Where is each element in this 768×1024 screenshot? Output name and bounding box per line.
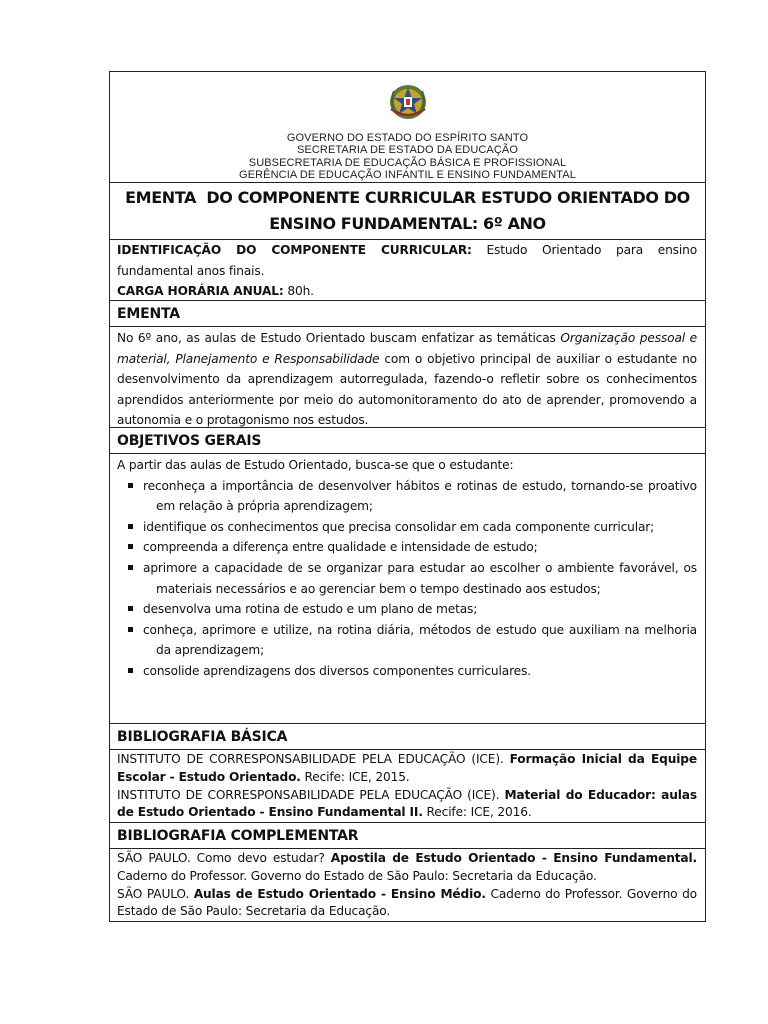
objectives-list [117,476,697,682]
complementary-bibliography-cell [110,849,705,921]
document-title [110,183,705,240]
identification-text [117,240,697,281]
title-line-2: ENSINO FUNDAMENTAL: 6º ANO [269,214,546,233]
objectives-intro: A partir das aulas de Estudo Orientado, busca-se que o estudante: [117,458,514,472]
hours-text [117,281,697,302]
complementary-bibliography-heading: BIBLIOGRAFIA COMPLEMENTAR [110,823,705,849]
hours-label: CARGA HORÁRIA ANUAL: [117,284,284,298]
agency-line-2: SECRETARIA DE ESTADO DA EDUCAÇÃO [296,144,518,157]
basic-bibliography-heading: BIBLIOGRAFIA BÁSICA [110,724,705,750]
objective-item: conheça, aprimore e utilize, na rotina diária, métodos de estudo que auxiliam na melhoria da aprendizagem; [117,620,697,661]
square-bullet-icon [128,627,133,632]
objective-item: desenvolva uma rotina de estudo e um plano de metas; [117,599,697,620]
title-line-1: EMENTA DO COMPONENTE CURRICULAR ESTUDO ORIENTADO DO [125,188,690,207]
curriculum-document [109,71,706,922]
objectives-heading: OBJETIVOS GERAIS [110,428,705,454]
ementa-text-end: com o objetivo principal de auxiliar o estudante no desenvolvimento da aprendizagem autorregulada, fazendo-o refletir sobre os conhecimentos aprendidos anteriormente por meio do automonitoramento do ato de aprender, promovendo a autonomia e o protagonismo nos estudos. [117,351,697,427]
agency-line-4: GERÊNCIA DE EDUCAÇÃO INFANTIL E ENSINO FUNDAMENTAL [239,168,576,181]
document-header [110,72,705,183]
ementa-text-italic: Organização pessoal e material, Planejamento e Responsabilidade [117,331,697,366]
bibliography-entry: SÃO PAULO. Aulas de Estudo Orientado - Ensino Médio. Caderno do Professor. Governo do Estado de São Paulo: Secretaria da Educação. [117,886,697,919]
hours-value: 80h. [283,284,314,298]
objective-item: consolide aprendizagens dos diversos componentes curriculares. [117,661,697,682]
ementa-heading: EMENTA [110,301,705,327]
coat-of-arms-icon [386,81,430,121]
objective-item: aprimore a capacidade de se organizar para estudar ao escolher o ambiente favorável, os materiais necessários e ao gerenciar bem o tempo destinado aos estudos; [117,558,697,599]
basic-bibliography-cell [110,750,705,823]
bibliography-entry: SÃO PAULO. Como devo estudar? Apostila de Estudo Orientado - Ensino Fundamental. Caderno do Professor. Governo do Estado de São Paulo: Secretaria da Educação. [117,851,698,883]
agency-line-3: SUBSECRETARIA DE EDUCAÇÃO BÁSICA E PROFISSIONAL [248,156,567,169]
identification-cell [110,240,705,301]
square-bullet-icon [128,483,133,488]
square-bullet-icon [128,606,133,611]
ementa-text-start: No 6º ano, as aulas de Estudo Orientado buscam enfatizar as temáticas [117,331,561,345]
objective-item: identifique os conhecimentos que precisa consolidar em cada componente curricular; [117,517,697,538]
objective-item: reconheça a importância de desenvolver hábitos e rotinas de estudo, tornando-se proativo em relação à própria aprendizagem; [117,476,697,517]
square-bullet-icon [128,524,133,529]
agency-line-1: GOVERNO DO ESTADO DO ESPÍRITO SANTO [286,132,529,144]
square-bullet-icon [128,565,133,570]
identification-label: IDENTIFICAÇÃO DO COMPONENTE CURRICULAR: [117,243,472,257]
bibliography-entry: INSTITUTO DE CORRESPONSABILIDADE PELA EDUCAÇÃO (ICE). Material do Educador: aulas de Estudo Orientado - Ensino Fundamental II. Recife: ICE, 2016. [117,787,697,820]
objective-item: compreenda a diferença entre qualidade e intensidade de estudo; [117,537,697,558]
bibliography-entry: INSTITUTO DE CORRESPONSABILIDADE PELA EDUCAÇÃO (ICE). Formação Inicial da Equipe Escolar - Estudo Orientado. Recife: ICE, 2015. [117,752,697,784]
square-bullet-icon [128,544,133,549]
square-bullet-icon [128,668,133,673]
ementa-text [110,327,705,428]
objectives-cell [110,454,705,724]
identification-value: Estudo Orientado para ensino fundamental anos finais. [117,243,697,278]
